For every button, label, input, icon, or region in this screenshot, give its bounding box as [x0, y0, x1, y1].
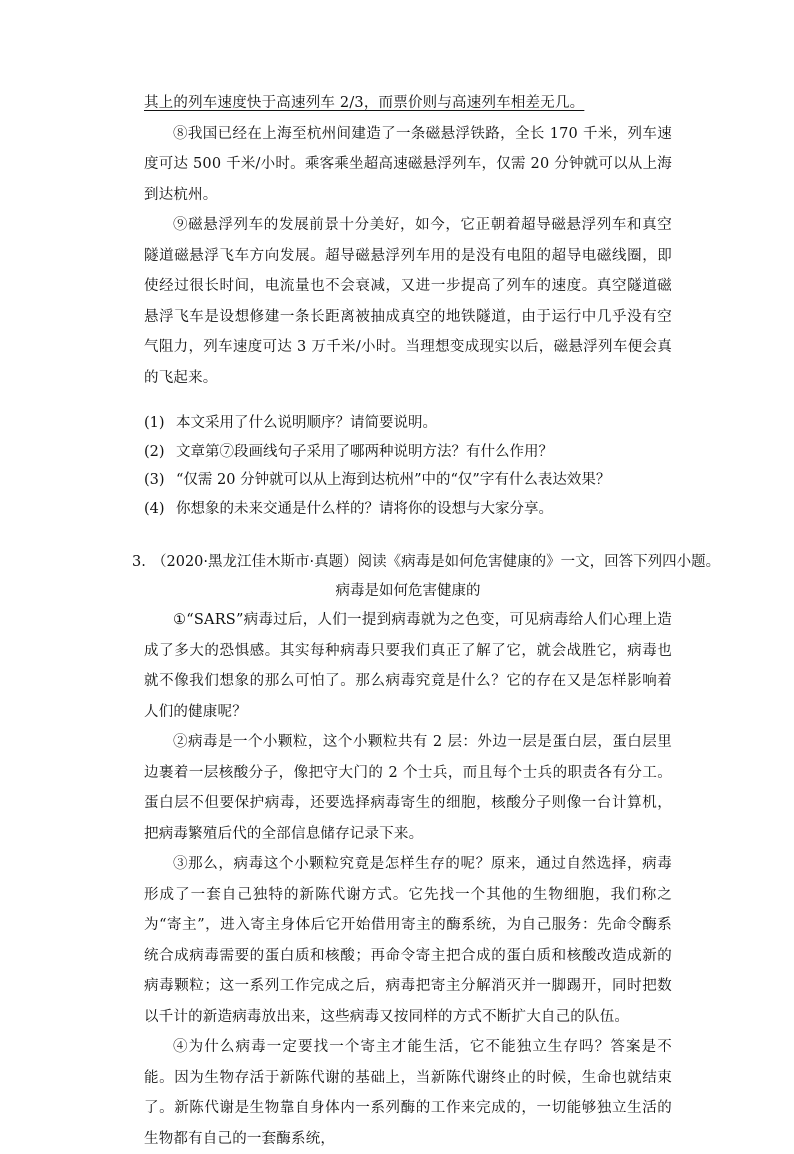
question-number: (2): [144, 443, 165, 460]
article-paragraph-4: ④为什么病毒一定要找一个寄主才能生活，它不能独立生存吗？答案是不能。因为生物存活于新陈代谢的基础上，当新陈代谢终止的时候，生命也就结束了。新陈代谢是生物靠自身体内一系列酶的工作来完成的，一切能够独立生活的生物都有自己的一套酶系统，: [144, 1039, 672, 1147]
question-number: (1): [144, 415, 165, 431]
question-number: (4): [144, 500, 165, 517]
document-content: [132, 88, 721, 1154]
article-paragraph-3: ③那么，病毒这个小颗粒究竟是怎样生存的呢？原来，通过自然选择，病毒形成了一套自己独特的新陈代谢方式。它先找一个其他的生物细胞，我们称之为“寄主”，进入寄主身体后它开始借用寄主的酶系统，为自己服务：先命令酶系统合成病毒需要的蛋白质和核酸；再命令寄主把合成的蛋白质和核酸改造成新的病毒颗粒；这一系列工作完成之后，病毒把寄主分解消灭并一脚踢开，同时把数以千计的新造病毒放出来，这些病毒又按同样的方式不断扩大自己的队伍。: [144, 856, 672, 1025]
underlined-sentence: 其上的列车速度快于高速列车 2/3，而票价则与高速列车相差无几。: [144, 95, 585, 111]
continued-paragraph: [144, 88, 672, 119]
question-item: [144, 495, 672, 524]
section-heading-text: （2020·黑龙江佳木斯市·真题）阅读《病毒是如何危害健康的》一文，回答下列四小题。: [152, 554, 721, 570]
question-text: 本文采用了什么说明顺序？请简要说明。: [176, 415, 437, 431]
question-text: 文章第⑦段画线句子采用了哪两种说明方法？有什么作用？: [176, 443, 553, 460]
question-item: [144, 409, 672, 438]
article-paragraph-2: ②病毒是一个小颗粒，这个小颗粒共有 2 层：外边一层是蛋白层，蛋白层里边裹着一层核酸分子，像把守大门的 2 个士兵，而且每个士兵的职责各有分工。蛋白层不但要保护病毒，还要选择病毒寄生的细胞，核酸分子则像一台计算机，把病毒繁殖后代的全部信息储存记录下来。: [144, 734, 672, 842]
paragraph-8: ⑧我国已经在上海至杭州间建造了一条磁悬浮铁路，全长 170 千米，列车速度可达 500 千米/小时。乘客乘坐超高速磁悬浮列车，仅需 20 分钟就可以从上海到达杭州。: [144, 125, 672, 203]
question-number: (3): [144, 472, 165, 488]
article-title: 病毒是如何危害健康的: [335, 583, 481, 599]
question-item: [144, 438, 672, 467]
question-list: [144, 409, 672, 523]
section-heading: [132, 547, 721, 577]
section-number: 3.: [132, 554, 146, 570]
question-item: [144, 466, 672, 495]
article-paragraph-1: ①“SARS”病毒过后，人们一提到病毒就为之色变，可见病毒给人们心理上造成了多大的恐惧感。其实每种病毒只要我们真正了解了它，就会战胜它，病毒也就不像我们想象的那么可怕了。那么病毒究竟是什么？它的存在又是怎样影响着人们的健康呢？: [144, 612, 672, 720]
question-text: 你想象的未来交通是什么样的？请将你的设想与大家分享。: [176, 500, 553, 517]
paragraph-9: ⑨磁悬浮列车的发展前景十分美好，如今，它正朝着超导磁悬浮列车和真空隧道磁悬浮飞车方向发展。超导磁悬浮列车用的是没有电阻的超导电磁线圈，即使经过很长时间，电流量也不会衰减，又进一步提高了列车的速度。真空隧道磁悬浮飞车是设想修建一条长距离被抽成真空的地铁隧道，由于运行中几乎没有空气阻力，列车速度可达 3 万千米/小时。当理想变成现实以后，磁悬浮列车便会真的飞起来。: [144, 217, 672, 386]
question-text: “仅需 20 分钟就可以从上海到达杭州”中的“仅”字有什么表达效果？: [176, 472, 611, 488]
